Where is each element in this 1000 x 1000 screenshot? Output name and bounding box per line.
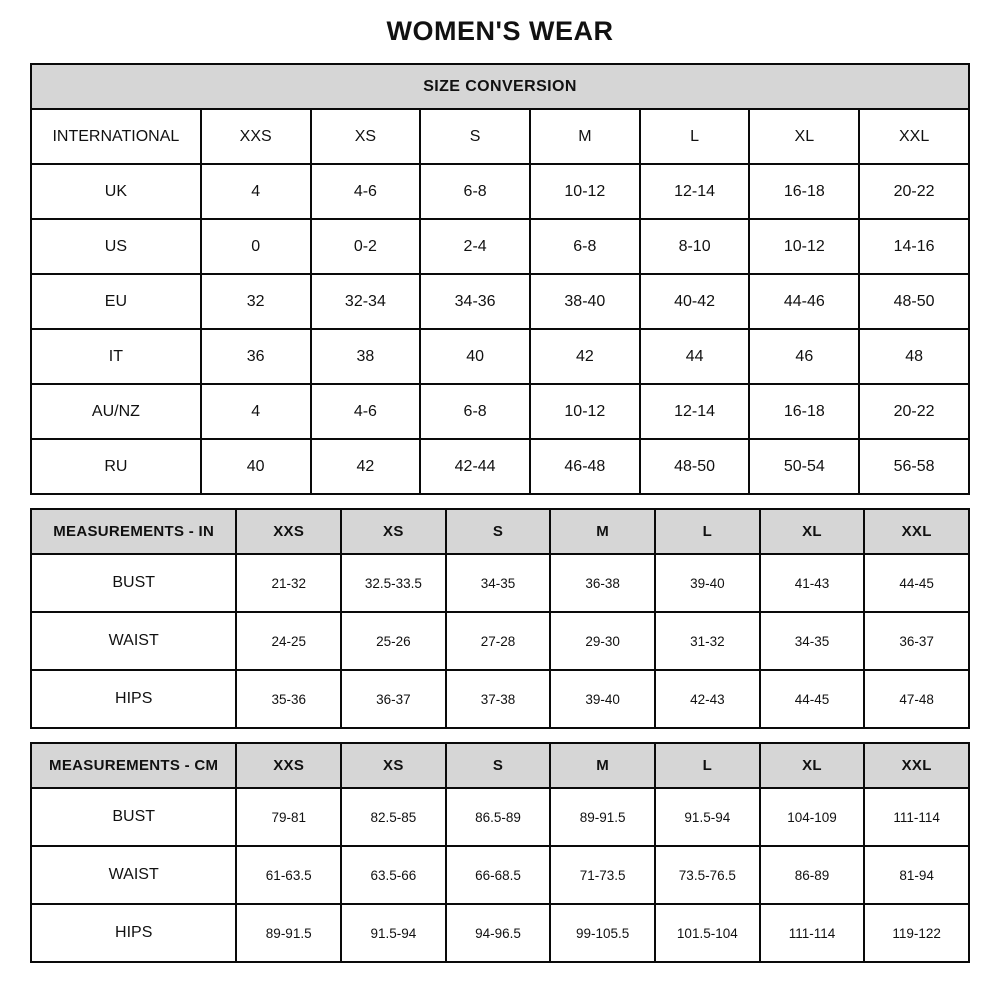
column-header: XXS <box>236 509 341 554</box>
column-header: L <box>640 109 750 164</box>
column-header: S <box>446 509 551 554</box>
table-cell: 111-114 <box>760 904 865 962</box>
table-cell: 91.5-94 <box>655 788 760 846</box>
size-conversion-table <box>30 63 970 495</box>
table-cell: 0 <box>201 219 311 274</box>
table-cell: 40-42 <box>640 274 750 329</box>
table-cell: 4-6 <box>311 164 421 219</box>
table-cell: 111-114 <box>864 788 969 846</box>
column-header: M <box>550 743 655 788</box>
column-header: XXL <box>864 743 969 788</box>
row-label: HIPS <box>31 904 236 962</box>
table-cell: 38 <box>311 329 421 384</box>
table-cell: 48 <box>859 329 969 384</box>
table-cell: 41-43 <box>760 554 865 612</box>
row-label: HIPS <box>31 670 236 728</box>
table-cell: 89-91.5 <box>550 788 655 846</box>
table-row <box>31 788 969 846</box>
table-cell: 66-68.5 <box>446 846 551 904</box>
table-cell: 21-32 <box>236 554 341 612</box>
table-cell: 36-38 <box>550 554 655 612</box>
table-cell: 91.5-94 <box>341 904 446 962</box>
table-cell: 6-8 <box>420 164 530 219</box>
table-cell: 42-43 <box>655 670 760 728</box>
table-cell: 40 <box>420 329 530 384</box>
table-cell: 63.5-66 <box>341 846 446 904</box>
table-band-row <box>31 64 969 109</box>
table-cell: 86.5-89 <box>446 788 551 846</box>
column-header: XL <box>760 509 865 554</box>
row-label: WAIST <box>31 612 236 670</box>
table-cell: 40 <box>201 439 311 494</box>
table-cell: 48-50 <box>640 439 750 494</box>
table-cell: 12-14 <box>640 384 750 439</box>
row-label: US <box>31 219 201 274</box>
table-cell: 46-48 <box>530 439 640 494</box>
table-row <box>31 846 969 904</box>
table-row <box>31 612 969 670</box>
column-header: XS <box>341 509 446 554</box>
table-cell: 79-81 <box>236 788 341 846</box>
corner-header: MEASUREMENTS - IN <box>31 509 236 554</box>
table-row <box>31 439 969 494</box>
table-row <box>31 219 969 274</box>
table-cell: 29-30 <box>550 612 655 670</box>
table-cell: 10-12 <box>749 219 859 274</box>
table-cell: 32 <box>201 274 311 329</box>
measurements-cm-table <box>30 742 970 963</box>
table-cell: 8-10 <box>640 219 750 274</box>
column-header: L <box>655 743 760 788</box>
column-header: XL <box>760 743 865 788</box>
table-cell: 48-50 <box>859 274 969 329</box>
table-row <box>31 904 969 962</box>
table-cell: 0-2 <box>311 219 421 274</box>
column-header-row <box>31 743 969 788</box>
table-cell: 2-4 <box>420 219 530 274</box>
column-header-row <box>31 509 969 554</box>
column-header: XS <box>341 743 446 788</box>
table-cell: 82.5-85 <box>341 788 446 846</box>
table-cell: 46 <box>749 329 859 384</box>
table-cell: 10-12 <box>530 384 640 439</box>
table-cell: 12-14 <box>640 164 750 219</box>
table-cell: 42 <box>530 329 640 384</box>
column-header: M <box>530 109 640 164</box>
table-cell: 56-58 <box>859 439 969 494</box>
table-cell: 104-109 <box>760 788 865 846</box>
row-label: BUST <box>31 788 236 846</box>
table-cell: 24-25 <box>236 612 341 670</box>
column-header: XXS <box>236 743 341 788</box>
table-row <box>31 274 969 329</box>
row-label: WAIST <box>31 846 236 904</box>
table-row <box>31 670 969 728</box>
column-header: M <box>550 509 655 554</box>
table-band-header: SIZE CONVERSION <box>31 64 969 109</box>
table-cell: 36-37 <box>341 670 446 728</box>
column-header: XXL <box>859 109 969 164</box>
table-cell: 86-89 <box>760 846 865 904</box>
table-cell: 25-26 <box>341 612 446 670</box>
row-label: BUST <box>31 554 236 612</box>
table-cell: 44-46 <box>749 274 859 329</box>
table-cell: 6-8 <box>530 219 640 274</box>
column-header: S <box>446 743 551 788</box>
table-cell: 101.5-104 <box>655 904 760 962</box>
row-label: RU <box>31 439 201 494</box>
table-row <box>31 329 969 384</box>
table-cell: 50-54 <box>749 439 859 494</box>
column-header: XXS <box>201 109 311 164</box>
column-header: L <box>655 509 760 554</box>
table-cell: 34-35 <box>446 554 551 612</box>
table-cell: 14-16 <box>859 219 969 274</box>
table-cell: 81-94 <box>864 846 969 904</box>
measurements-in-table <box>30 508 970 729</box>
table-cell: 35-36 <box>236 670 341 728</box>
row-label: UK <box>31 164 201 219</box>
table-cell: 27-28 <box>446 612 551 670</box>
table-cell: 89-91.5 <box>236 904 341 962</box>
table-row <box>31 384 969 439</box>
table-cell: 20-22 <box>859 164 969 219</box>
row-label: EU <box>31 274 201 329</box>
table-cell: 32.5-33.5 <box>341 554 446 612</box>
table-cell: 16-18 <box>749 164 859 219</box>
table-cell: 38-40 <box>530 274 640 329</box>
table-cell: 44 <box>640 329 750 384</box>
table-cell: 6-8 <box>420 384 530 439</box>
table-cell: 4 <box>201 384 311 439</box>
table-cell: 47-48 <box>864 670 969 728</box>
table-cell: 44-45 <box>760 670 865 728</box>
table-row <box>31 164 969 219</box>
column-header: XL <box>749 109 859 164</box>
table-cell: 20-22 <box>859 384 969 439</box>
table-cell: 36 <box>201 329 311 384</box>
table-cell: 34-36 <box>420 274 530 329</box>
column-header: XS <box>311 109 421 164</box>
table-cell: 71-73.5 <box>550 846 655 904</box>
table-cell: 32-34 <box>311 274 421 329</box>
corner-header: INTERNATIONAL <box>31 109 201 164</box>
table-cell: 42 <box>311 439 421 494</box>
table-cell: 94-96.5 <box>446 904 551 962</box>
column-header: XXL <box>864 509 969 554</box>
table-cell: 4 <box>201 164 311 219</box>
table-cell: 61-63.5 <box>236 846 341 904</box>
row-label: AU/NZ <box>31 384 201 439</box>
table-cell: 39-40 <box>550 670 655 728</box>
table-cell: 39-40 <box>655 554 760 612</box>
row-label: IT <box>31 329 201 384</box>
table-cell: 36-37 <box>864 612 969 670</box>
table-cell: 119-122 <box>864 904 969 962</box>
column-header-row <box>31 109 969 164</box>
table-cell: 4-6 <box>311 384 421 439</box>
table-cell: 34-35 <box>760 612 865 670</box>
table-cell: 31-32 <box>655 612 760 670</box>
column-header: S <box>420 109 530 164</box>
table-cell: 16-18 <box>749 384 859 439</box>
table-cell: 99-105.5 <box>550 904 655 962</box>
table-cell: 10-12 <box>530 164 640 219</box>
table-row <box>31 554 969 612</box>
table-cell: 44-45 <box>864 554 969 612</box>
page-title: WOMEN'S WEAR <box>386 16 614 46</box>
table-cell: 37-38 <box>446 670 551 728</box>
corner-header: MEASUREMENTS - CM <box>31 743 236 788</box>
table-cell: 73.5-76.5 <box>655 846 760 904</box>
table-cell: 42-44 <box>420 439 530 494</box>
